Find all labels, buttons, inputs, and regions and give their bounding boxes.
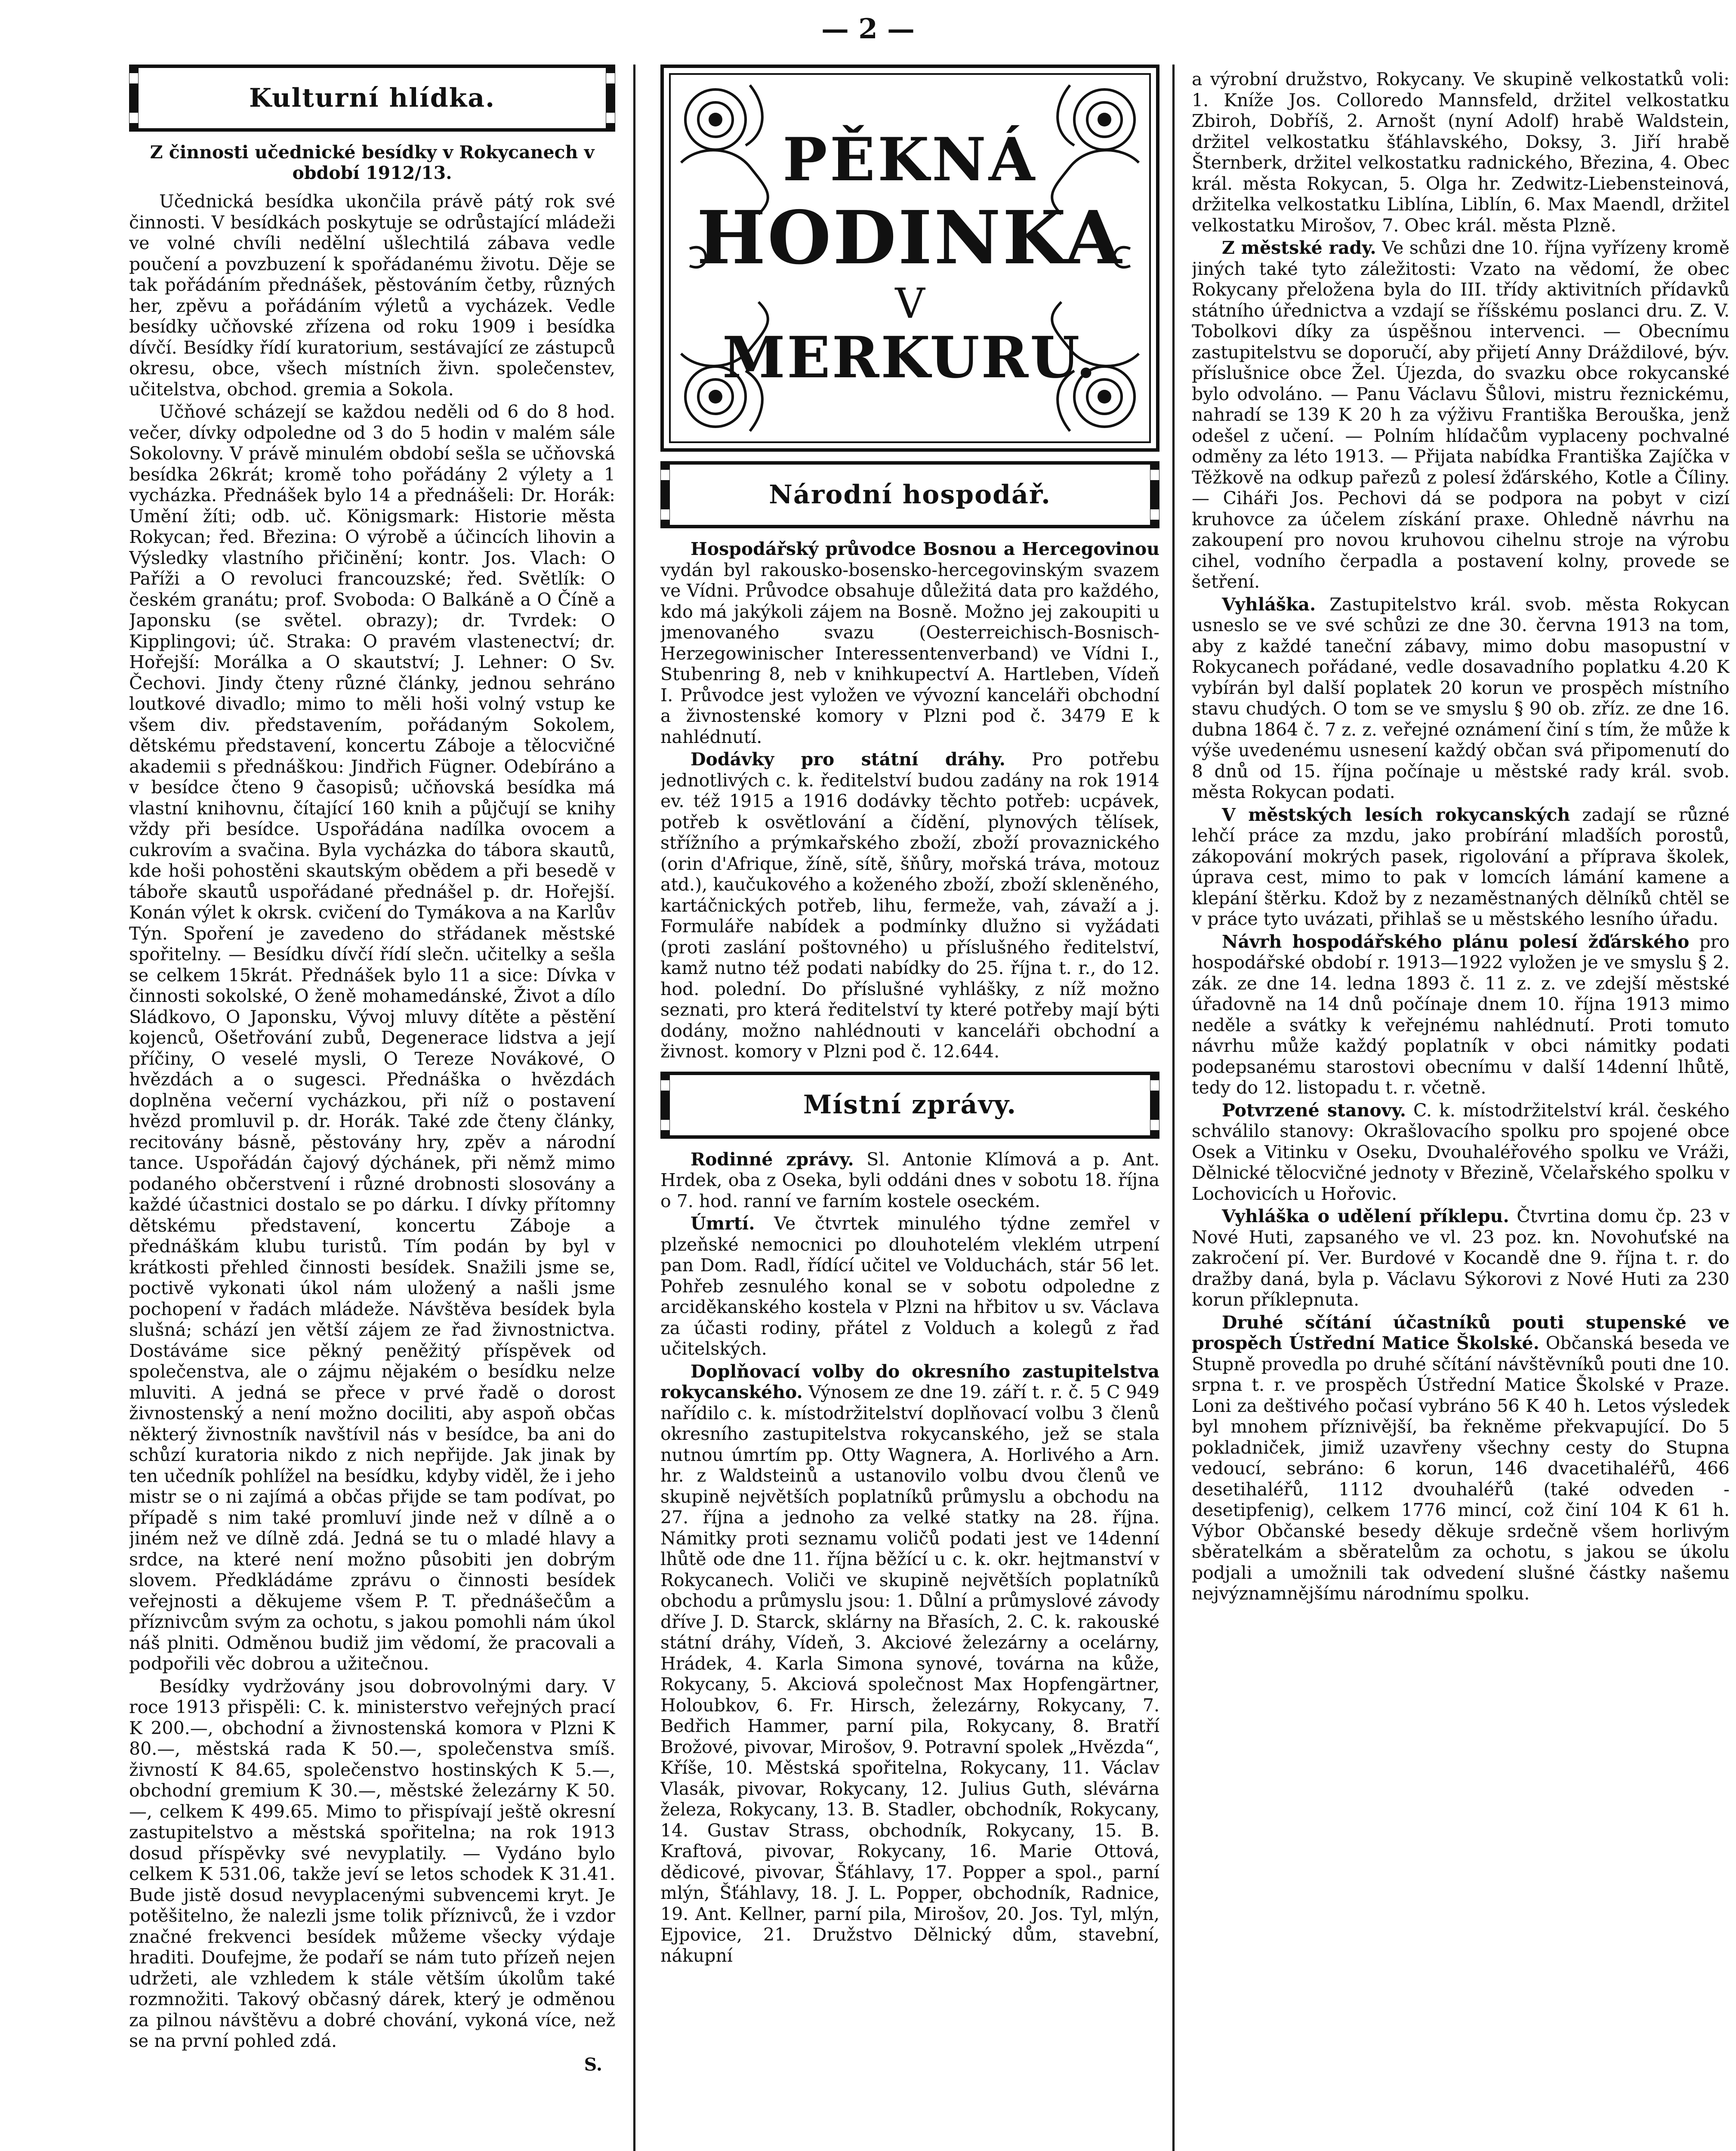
column-middle	[660, 65, 1159, 2151]
paragraph: Učňové scházejí se každou neděli od 6 do 8 hod. večer, dívky odpoledne od 3 do 5 hodin v malém sále Sokolovny. V právě minulém období sešla se učňovská besídka 26krát; kromě toho pořádány 2 výlety a 1 vycházka. Přednášek bylo 14 a přednášeli: Dr. Horák: Umění žíti; odb. uč. Königsmark: Historie města Rokycan; řed. Březina: O výrobě a účincích lihovin a Výsledky vlastního přičinění; kontr. Jos. Vlach: O Paříži a O revoluci francouzské; řed. Světlík: O českém granátu; prof. Svoboda: O Balkáně a O Číně a Japonsku (se světel. obrazy); dr. Tvrdek: O Kipplingovi; úč. Straka: O pravém vlastenectví; dr. Hořejší: Morálka a O skautství; J. Lehner: O Sv. Čechovi. Jindy čteny různé články, jednou sehráno loutkové divadlo; mimo to měli hoši volný vstup ke všem div. představením, pořádaným Sokolem, dětskému představení, koncertu Záboje a tělocvičné akademii s přednáškou: Jindřich Fügner. Odebíráno a v besídce čteno 9 časopisů; učňovská besídka má vlastní knihovnu, čítající 160 knih a půjčují se knihy vždy při besídce. Uspořádána nadílka ovocem a cukrovím a svačina. Byla vycházka do tábora skautů, kde hoši pohostěni skautským obědem a při besedě v táboře skautů uspořádané přednášel p. dr. Hořejší. Konán výlet k okrsk. cvičení do Tymákova a na Karlův Týn. Spoření je zavedeno do střádanek městské spořitelny. — Besídku dívčí řídí slečn. učitelky a sešla se celkem 15krát. Přednášek bylo 11 a sice: Dívka v činnosti sokolské, O ženě mohamedánské, Život a dílo Sládkovo, O Japonsku, Vývoj mluvy dítěte a pěstění kojenců, Ošetřování zubů, Degenerace lidstva a její příčiny, O veselé mysli, O Tereze Novákové, O hvězdách a o sugesci. Přednáška o hvězdách doplněna večerní vycházkou, při níž o postavení hvězd promluvil p. dr. Horák. Také zde čteny články, recitovány básně, pěstovány hry, zpěv a národní tance. Uspořádán čajový dýchánek, při němž mimo podaného občerstvení i různé drobnosti slosovány a každé účastnici dostalo se po dárku. I dívky přítomny dětskému představení, koncertu Záboje a přednáškám klubu turistů. Tím podán by byl v krátkosti přehled činnosti besídek. Snažili jsme se, poctivě vykonati úkol nám uložený a našli jsme pochopení v řadách mládeže. Návštěva besídek byla slušná; schází jen větší zájem ze řad živnostnictva. Dostáváme sice pěkný peněžitý příspěvek od společenstva, ale o zájmu nějakém o besídku nelze mluviti. A jedná se přece v prvé řadě o dorost živnostenský a není možno dociliti, aby aspoň občas některý živnostník navštívil nás v besídce, ba ani do schůzí kuratoria nikdo z nich nepřijde. Jak jinak by ten učedník pohlížel na besídku, kdyby viděl, že i jeho mistr se o ni zajímá a občas přijde se tam podívat, po případě s nim také promluví jinde než v dílně a o jiném než ve dílně zdá. Jedná se tu o mladé hlavy a srdce, na které není možno působiti jen dobrým slovem. Předkládáme zprávu o činnosti besídek veřejnosti a děkujeme všem P. T. přednášečům a příznivcům svým za ochotu, s jakou pomohli nám úkol náš plniti. Odměnou budiž jim vědomí, že pracovali a podpořili věc dobrou a užitečnou.	[129, 401, 615, 1674]
column-divider	[633, 65, 635, 2151]
ad-line-3: V	[895, 280, 925, 328]
column-right	[1192, 69, 1730, 2151]
paragraph: Druhé sčítání účastníků pouti stupenské ve prospěch Ústřední Matice Školské. Občanská beseda ve Stupně provedla po druhé sčítání návštěvníků pouti dne 10. srpna t. r. ve prospěch Ústřední Matice Školské v Praze. Loni za deštivého počasí vybráno 56 K 40 h. Letos výsledek byl mnohem příznivější, ba řekněme překvapující. Do 5 pokladniček, jimiž uzavřeny všechny cesty do Stupna vedoucí, sebráno: 6 korun, 146 dvacetihaléřů, 466 desetihaléřů, 1112 dvouhaléřů (také odveden - desetipfenig), celkem 1776 mincí, což činí 104 K 61 h. Výbor Občanské besedy děkuje srdečně všem horlivým sběratelkám a sběratelům za ochotu, s jakou se úkolu podjali a umožnili tak odvedení slušné částky našemu nejvýznamnějšímu národnímu spolku.	[1192, 1312, 1730, 1604]
paragraph: Hospodářský průvodce Bosnou a Hercegovinou vydán byl rakousko-bosensko-hercegovinským svazem ve Vídni. Průvodce obsahuje důležitá data pro každého, kdo má jakýkoli zájem na Bosně. Možno jej zakoupiti u jmenovaného svazu (Oesterreichisch-Bosnisch-Herzegowinischer Interessentenverband) ve Vídni I., Stubenring 8, neb v knihkupectví A. Hartleben, Vídeň I. Průvodce jest vyložen ve vývozní kanceláři obchodní a živnostenské komory v Plzni pod č. 3479 E k nahlédnutí.	[660, 539, 1159, 747]
paragraph: Dodávky pro státní dráhy. Pro potřebu jednotlivých c. k. ředitelství budou zadány na rok 1914 ev. též 1915 a 1916 dodávky těchto potřeb: ucpávek, potřeb k osvětlování a čídění, plynových tělísek, střížního a prýmkařského zboží, zboží provaznického (orin d'Afrique, žíně, sítě, šňůry, mořská tráva, motouz atd.), kaučukového a koženého zboží, zboží skleněného, kartáčnických potřeb, lihu, fermeže, vah, závaží a j. Formuláře nabídek a podmínky dlužno si vyžádati (proti zaslání poštovného) u příslušného ředitelství, kamž nutno též podati nabídky do 25. října t. r., do 12. hod. polední. Do příslušné vyhlášky, z níž možno seznati, pro která ředitelství ty které potřeby mají býti dodány, možno nahlédnouti v kanceláři obchodní a živnost. komory v Plzni pod č. 12.644.	[660, 749, 1159, 1062]
paragraph: Vyhláška. Zastupitelstvo král. svob. města Rokycan usneslo se ve své schůzi ze dne 30. června 1913 na tom, aby z každé taneční zábavy, mimo dobu masopustní v Rokycanech pořádané, vedle dosavadního poplatku 4.20 K vybírán byl další poplatek 20 korun ve prospěch místního stavu chudých. O tom se ve smyslu § 90 ob. zříz. ze dne 16. dubna 1864 č. 7 z. z. veřejné oznámení činí s tím, že může k výše uvedenému usnesení každý občan svá připomenutí do 8 dnů od 15. října počínaje u městské rady král. svob. města Rokycan podati.	[1192, 594, 1730, 802]
section-header-narodni-hospodar	[660, 461, 1159, 528]
column-left	[129, 65, 615, 2151]
section-title: Národní hospodář.	[769, 479, 1051, 510]
paragraph: Besídky vydržovány jsou dobrovolnými dary. V roce 1913 přispěli: C. k. ministerstvo veřejných prací K 200.—, obchodní a živnostenská komora v Plzni K 80.—, městská rada K 50.—, společenstva smíš. živností K 84.65, společenstvo hostinských K 5.—, obchodní gremium K 30.—, městské železárny K 50.—, celkem K 499.65. Mimo to přispívají ještě okresní zastupitelstvo a městská spořitelna; na rok 1913 dosud příspěvky své nevyplatily. — Vydáno bylo celkem K 531.06, takže jeví se letos schodek K 31.41. Bude jistě dosud nevyplacenými subvencemi kryt. Je potěšitelno, že nalezli jsme tolik příznivců, že i vzdor značné frekvenci besídek můžeme všecky výdaje hraditi. Doufejme, že podaří se nám tuto přízeň nejen udržeti, ale vzhledem k stále větším úkolům také rozmnožiti. Takový občasný dárek, který je odměnou za pilnou návštěvu a dobré chování, vykoná více, než se na první pohled zdá.	[129, 1676, 615, 2051]
section-body	[1192, 69, 1730, 1604]
ad-line-1: PĚKNÁ	[782, 124, 1038, 194]
section-header-mistni-zpravy	[660, 1072, 1159, 1139]
section-title: Místní zprávy.	[803, 1090, 1017, 1120]
paragraph: Z městské rady. Ve schůzi dne 10. října vyřízeny kromě jiných také tyto záležitosti: Vzato na vědomí, že obec Rokycany přeložena byla do III. třídy aktivitních přídavků státního úřednictva a vzdají se říšskému poslanci dru. Z. V. Tobolkovi díky za úspěšnou intervenci. — Obecnímu zastupitelstvu se doporučí, aby přijetí Anny Dráždilové, býv. příslušnice obce Žel. Újezda, do svazku obce rokycanské bylo odvoláno. — Panu Václavu Šůlovi, mistru řeznickému, nahradí se 139 K 20 h za výživu Františka Berouška, jenž odešel z učení. — Polním hlídačům vyplaceny pochvalné odměny za léto 1913. — Přijata nabídka Františka Zajíčka v Těžkově na odkup pařezů z polesí žďárského, Kotle a Číliny. — Ciháři Jos. Pechovi dá se podpora na pobyt v cizí kruhovce za účelem získání praxe. Ohledně návrhu na zakoupení pro novou kruhovou cihelnu stroje na výrobu cihel, vodního čerpadla a postavení kolny, provede se šetření.	[1192, 237, 1730, 592]
paragraph: a výrobní družstvo, Rokycany. Ve skupině velkostatků voli: 1. Kníže Jos. Colloredo Mannsfeld, držitel velkostatku Zbiroh, Dobříš, 2. Arnošt (nyní Adolf) hrabě Waldstein, držitel velkostatku šťáhlavského, Doksy, 3. Jiří hrabě Šternberk, držitel velkostatku radnického, Březina, 4. Obec král. města Rokycan, 5. Olga hr. Zedwitz-Liebensteinová, držitelka velkostatku Liblína, Liblín, 6. Max Maendl, držitel velkostatku Mirošov, 7. Obec král. města Plzně.	[1192, 69, 1730, 236]
paragraph: Vyhláška o udělení příklepu. Čtvrtina domu čp. 23 v Nové Huti, zapsaného ve vl. 23 poz. kn. Novohuťské na zakročení pí. Ver. Burdové v Kocandě dne 9. října t. r. do dražby daná, byla p. Václavu Sýkorovi z Nové Huti za 230 korun příklepnuta.	[1192, 1206, 1730, 1310]
page-number: — 2 —	[821, 13, 915, 45]
paragraph: Návrh hospodářského plánu polesí žďárského pro hospodářské období r. 1913—1922 vyložen je ve smyslu § 2. zák. ze dne 14. ledna 1893 č. 11 z. z. ve zdejší městské úřadovně na 14 dnů počínaje dnem 10. října 1913 mimo neděle a svátky k veřejnému nahlédnutí. Proti tomuto návrhu může každý poplatník v obci námitky podati podepsanému starostovi obecnímu v další 14denní lhůtě, tedy do 12. listopadu t. r. včetně.	[1192, 931, 1730, 1098]
section-header-kulturni-hlidka	[129, 65, 615, 132]
ad-line-2: HODINKA	[697, 195, 1123, 281]
paragraph: Učednická besídka ukončila právě pátý rok své činnosti. V besídkách poskytuje se odrůstající mládeži ve volné chvíli nedělní ušlechtilá zábava vedle poučení a povzbuzení k spořádanému životu. Děje se tak pořádáním přednášek, pěstováním četby, různých her, zpěvu a pořádáním výletů a vycházek. Vedle besídky učňovské zřízena od roku 1909 i besídka dívčí. Besídky řídí kuratorium, sestávající ze zástupců okresu, obce, všech místních živn. společenstev, učitelstva, obchod. gremia a Sokola.	[129, 191, 615, 400]
paragraph: Potvrzené stanovy. C. k. místodržitelství král. českého schválilo stanovy: Okrašlovacího spolku pro spojené obce Osek a Vitinku v Oseku, Dvouhaléřového spolku ve Vráži, Dělnické tělocvičné jednoty v Březině, Včelařského spolku v Lochovicích u Hořovic.	[1192, 1100, 1730, 1204]
advertisement-merkur	[660, 65, 1159, 452]
column-divider	[1172, 65, 1175, 2151]
paragraph: Rodinné zprávy. Sl. Antonie Klímová a p. Ant. Hrdek, oba z Oseka, byli oddáni dnes v sobotu 18. října o 7. hod. ranní ve farním kostele oseckém.	[660, 1149, 1159, 1211]
paragraph: V městských lesích rokycanských zadají se různé lehčí práce za mzdu, jako probírání mladších porostů, zákopování mokrých pasek, rigolování a příprava školek, úprava cest, mimo to pak v lomcích lámání kamene a klepání štěrku. Kdož by z nezaměstnaných dělníků chtěl se v práce tyto uvázati, přihlaš se u městského lesního úřadu.	[1192, 804, 1730, 929]
article-title: Z činnosti učednické besídky v Rokycanech v období 1912/13.	[150, 142, 595, 183]
section-body	[660, 1149, 1159, 1966]
article-signature: S.	[584, 2054, 602, 2075]
article-body	[129, 191, 615, 2052]
ad-line-4: MERKURU.	[722, 324, 1098, 391]
section-title: Kulturní hlídka.	[249, 83, 495, 113]
paragraph: Úmrtí. Ve čtvrtek minulého týdne zemřel v plzeňské nemocnici po dlouhotelém vleklém utrpení pan Dom. Radl, řídící učitel ve Volduchách, stár 56 let. Pohřeb zesnulého konal se v sobotu odpoledne z arciděkanského kostela v Plzni na hřbitov u sv. Václava za účasti rodiny, přátel z Volduch a kolegů z řad učitelských.	[660, 1213, 1159, 1359]
paragraph: Doplňovací volby do okresního zastupitelstva rokycanského. Výnosem ze dne 19. září t. r. č. 5 C 949 nařídilo c. k. místodržitelství doplňovací volbu 3 členů okresního zastupitelstva rokycanského, jež se stala nutnou úmrtím pp. Otty Wagnera, A. Horlivého a Arn. hr. z Waldsteinů a ustanovilo volbu dvou členů ve skupině největších poplatníků průmyslu a obchodu na 27. října a jednoho za velké statky na 28. října. Námitky proti seznamu voličů podati jest ve 14denní lhůtě ode dne 11. října běžící u c. k. okr. hejtmanství v Rokycanech. Voliči ve skupině největších poplatníků obchodu a průmyslu jsou: 1. Důlní a průmyslové závody dříve J. D. Starck, sklárny na Břasích, 2. C. k. rakouské státní dráhy, Vídeň, 3. Akciové železárny a ocelárny, Hrádek, 4. Karla Simona synové, továrna na kůže, Rokycany, 5. Akciová společnost Max Hopfengärtner, Holoubkov, 6. Fr. Hirsch, železárny, Rokycany, 7. Bedřich Hammer, parní pila, Rokycany, 8. Bratří Brožové, pivovar, Mirošov, 9. Potravní spolek „Hvězda“, Kříše, 10. Městská spořitelna, Rokycany, 11. Václav Vlasák, pivovar, Rokycany, 12. Julius Guth, slévárna železa, Rokycany, 13. B. Stadler, obchodník, Rokycany, 14. Gustav Strass, obchodník, Rokycany, 15. B. Kraftová, pivovar, Rokycany, 16. Marie Ottová, dědicové, pivovar, Šťáhlavy, 17. Popper a spol., parní mlýn, Šťáhlavy, 18. J. L. Popper, obchodník, Radnice, 19. Ant. Kellner, parní pila, Mirošov, 20. Jos. Tyl, mlýn, Ejpovice, 21. Družstvo Dělnický dům, stavební, nákupní	[660, 1361, 1159, 1966]
section-body	[660, 539, 1159, 1062]
